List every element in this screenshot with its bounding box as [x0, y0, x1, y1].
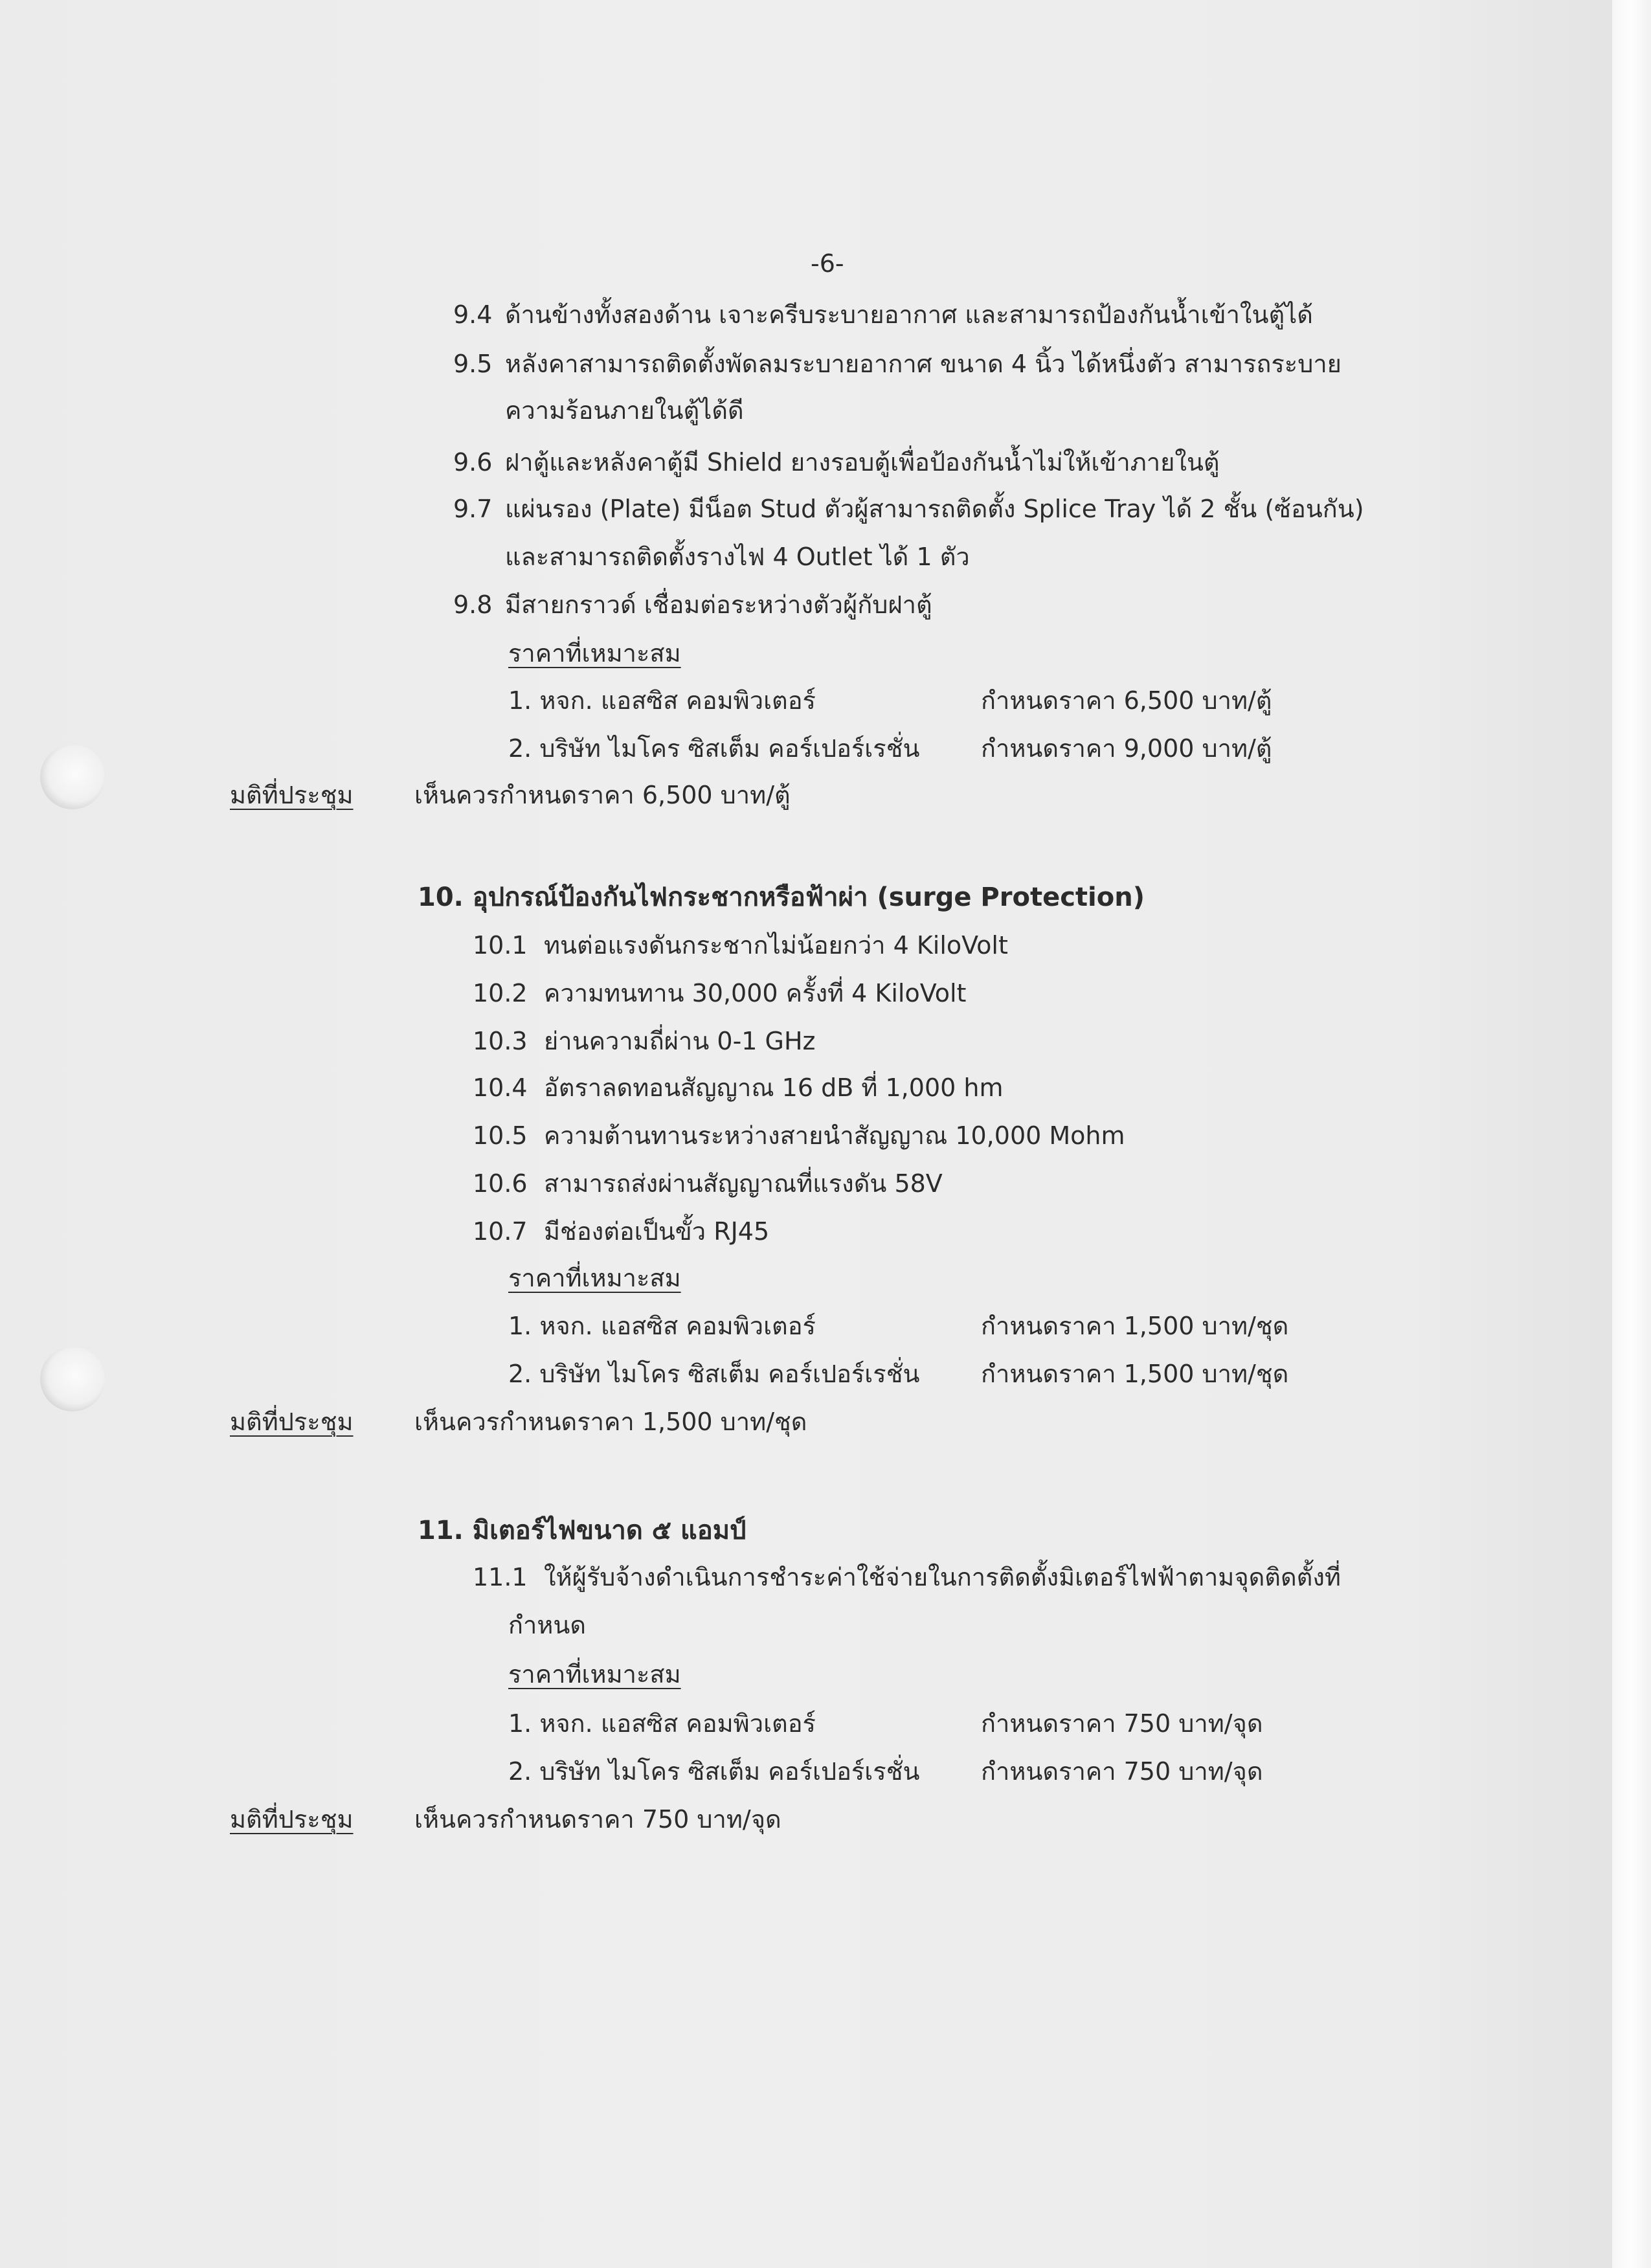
vendor-1-name-9: 1. หจก. แอสซิส คอมพิวเตอร์	[508, 686, 816, 715]
item-text: สามารถส่งผ่านสัญญาณที่แรงดัน 58V	[544, 1169, 943, 1198]
item-9-4	[453, 299, 1313, 330]
item-number: 9.8	[453, 590, 493, 619]
section-11-title: 11. มิเตอร์ไฟขนาด ๕ แอมป์	[418, 1516, 747, 1545]
item-text: ให้ผู้รับจ้างดำเนินการชำระค่าใช้จ่ายในการติดตั้งมิเตอร์ไฟฟ้าตามจุดติดตั้งที่	[544, 1563, 1341, 1591]
item-text: ความทนทาน 30,000 ครั้งที่ 4 KiloVolt	[544, 979, 967, 1007]
item-10-7	[473, 1216, 769, 1247]
vendor-1-name-10: 1. หจก. แอสซิส คอมพิวเตอร์	[508, 1312, 816, 1340]
item-text: อัตราลดทอนสัญญาณ 16 dB ที่ 1,000 hm	[544, 1073, 1004, 1102]
price-heading-11: ราคาที่เหมาะสม	[508, 1660, 681, 1689]
resolution-text-10: เห็นควรกำหนดราคา 1,500 บาท/ชุด	[414, 1408, 807, 1436]
item-number: 9.5	[453, 350, 493, 378]
item-text: มีช่องต่อเป็นขั้ว RJ45	[544, 1217, 770, 1246]
item-9-6	[453, 447, 1220, 478]
item-text: แผ่นรอง (Plate) มีน็อต Stud ตัวผู้สามารถติดตั้ง Splice Tray ได้ 2 ชั้น (ซ้อนกัน)	[505, 495, 1364, 523]
punch-hole-upper	[40, 745, 105, 809]
resolution-label-10: มติที่ประชุม	[230, 1408, 354, 1436]
item-text: มีสายกราวด์ เชื่อมต่อระหว่างตัวผู้กับฝาตู้	[505, 590, 932, 619]
item-text: หลังคาสามารถติดตั้งพัดลมระบายอากาศ ขนาด 4 นิ้ว ได้หนึ่งตัว สามารถระบาย	[505, 350, 1342, 378]
item-text: ฝาตู้และหลังคาตู้มี Shield ยางรอบตู้เพื่อป้องกันน้ำไม่ให้เข้าภายในตู้	[505, 448, 1220, 477]
item-11-1	[473, 1562, 1341, 1593]
item-text: ความต้านทานระหว่างสายนำสัญญาณ 10,000 Mohm	[544, 1121, 1125, 1150]
page-edge	[1612, 0, 1651, 2268]
vendor-2-name-11: 2. บริษัท ไมโคร ซิสเต็ม คอร์เปอร์เรชั่น	[508, 1757, 920, 1786]
vendor-2-price-11: กำหนดราคา 750 บาท/จุด	[981, 1757, 1263, 1786]
resolution-text-9: เห็นควรกำหนดราคา 6,500 บาท/ตู้	[414, 781, 791, 809]
item-10-5	[473, 1120, 1125, 1151]
item-number: 10.3	[473, 1027, 528, 1055]
item-number: 10.4	[473, 1073, 528, 1102]
item-9-5-continued: ความร้อนภายในตู้ได้ดี	[505, 396, 744, 425]
item-number: 10.2	[473, 979, 528, 1007]
vendor-1-price-11: กำหนดราคา 750 บาท/จุด	[981, 1709, 1263, 1738]
item-9-7-continued: และสามารถติดตั้งรางไฟ 4 Outlet ได้ 1 ตัว	[505, 543, 970, 571]
item-number: 9.7	[453, 495, 493, 523]
vendor-1-price-9: กำหนดราคา 6,500 บาท/ตู้	[981, 686, 1272, 715]
item-number: 10.6	[473, 1169, 528, 1198]
item-number: 10.7	[473, 1217, 528, 1246]
section-10-title: 10. อุปกรณ์ป้องกันไฟกระชากหรือฟ้าผ่า (surge Protection)	[418, 882, 1145, 912]
item-text: ทนต่อแรงดันกระชากไม่น้อยกว่า 4 KiloVolt	[544, 931, 1008, 960]
item-text: ด้านข้างทั้งสองด้าน เจาะครีบระบายอากาศ และสามารถป้องกันน้ำเข้าในตู้ได้	[505, 300, 1313, 329]
vendor-2-name-10: 2. บริษัท ไมโคร ซิสเต็ม คอร์เปอร์เรชั่น	[508, 1360, 920, 1388]
item-10-2	[473, 978, 966, 1009]
vendor-2-price-10: กำหนดราคา 1,500 บาท/ชุด	[981, 1360, 1289, 1388]
resolution-label-9: มติที่ประชุม	[230, 781, 354, 809]
item-10-6	[473, 1168, 943, 1199]
resolution-label-11: มติที่ประชุม	[230, 1805, 354, 1834]
item-text: ย่านความถี่ผ่าน 0-1 GHz	[544, 1027, 816, 1055]
item-10-1	[473, 930, 1008, 961]
vendor-2-price-9: กำหนดราคา 9,000 บาท/ตู้	[981, 734, 1272, 763]
item-10-4	[473, 1072, 1003, 1103]
vendor-1-name-11: 1. หจก. แอสซิส คอมพิวเตอร์	[508, 1709, 816, 1738]
item-9-7	[453, 493, 1364, 524]
item-number: 10.1	[473, 931, 528, 960]
price-heading-10: ราคาที่เหมาะสม	[508, 1264, 681, 1292]
vendor-2-name-9: 2. บริษัท ไมโคร ซิสเต็ม คอร์เปอร์เรชั่น	[508, 734, 920, 763]
price-heading-9: ราคาที่เหมาะสม	[508, 639, 681, 668]
item-11-1-continued: กำหนด	[508, 1611, 587, 1639]
item-number: 11.1	[473, 1563, 528, 1591]
item-number: 9.4	[453, 300, 493, 329]
item-number: 10.5	[473, 1121, 528, 1150]
page-number: -6-	[811, 249, 844, 278]
item-9-5	[453, 348, 1342, 379]
item-9-8	[453, 589, 932, 620]
punch-hole-lower	[40, 1347, 105, 1411]
item-number: 9.6	[453, 448, 493, 477]
resolution-text-11: เห็นควรกำหนดราคา 750 บาท/จุด	[414, 1805, 781, 1834]
item-10-3	[473, 1026, 816, 1057]
vendor-1-price-10: กำหนดราคา 1,500 บาท/ชุด	[981, 1312, 1289, 1340]
